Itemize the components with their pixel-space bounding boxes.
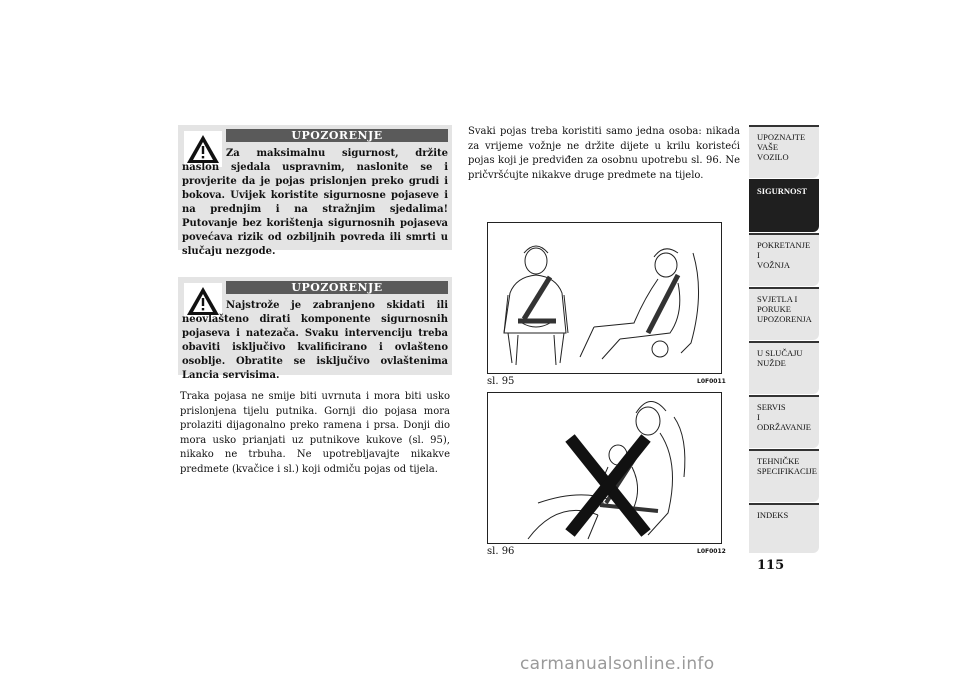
warning-text: Za maksimalnu sigurnost, držite naslon sjedala uspravnim, naslonite se i provjerite da je pojas prislonjen preko grudi i bokova. Uvijek koristite sigurnosne pojaseve i na prednjim i na stražnjim sjedalima! Putovanje bez korištenja sigurnosnih pojaseva povećava rizik od ozbiljnih povreda ili smrti u slučaju nezgode. — [182, 148, 448, 257]
tab-sigurnost[interactable]: SIGURNOST — [749, 179, 819, 232]
tab-svjetla-i-poruke[interactable]: SVJETLA I PORUKE UPOZORENJA — [749, 287, 819, 340]
figure-code: L0F0012 — [697, 548, 726, 555]
tab-servis-i-odrzavanje[interactable]: SERVIS I ODRŽAVANJE — [749, 395, 819, 448]
seatbelt-illustration — [488, 223, 721, 373]
warning-box-2 — [178, 277, 452, 381]
body-paragraph-left: Traka pojasa ne smije biti uvrnuta i mora biti usko prislonjena tijelu putnika. Gornji dio pojasa mora prolaziti dijagonalno preko ramena i prsa. Donji dio mora usko prianjati uz putnikove kukove (sl. 95), nikako ne trbuha. Ne upotrebljavajte nikakve predmete (kvačice i sl.) koji odmiču pojas od tijela. — [180, 391, 450, 475]
tab-pokretanje-i-voznja[interactable]: POKRETANJE I VOŽNJA — [749, 233, 819, 286]
child-on-lap-illustration — [488, 393, 721, 543]
page-number: 115 — [757, 558, 785, 573]
tab-upoznajte-vase-vozilo[interactable]: UPOZNAJTE VAŠE VOZILO — [749, 125, 819, 178]
watermark: carmanualsonline.info — [520, 654, 715, 674]
tab-tehnicke-specifikacije[interactable]: TEHNIČKE SPECIFIKACIJE — [749, 449, 819, 502]
warning-title: UPOZORENJE — [226, 281, 448, 294]
figure-caption: sl. 96 — [487, 546, 515, 557]
figure-seatbelt-correct — [487, 222, 722, 374]
warning-box-1 — [178, 125, 452, 257]
body-paragraph-right: Svaki pojas treba koristiti samo jedna osoba: nikada za vrijeme vožnje ne držite dijete u krilu koristeći pojas koji je predviđen za osobnu upotrebu sl. 96. Ne pričvršćujte nikakve druge predmete na tijelo. — [468, 126, 740, 181]
figure-seatbelt-forbidden — [487, 392, 722, 544]
tab-u-slucaju-nuzde[interactable]: U SLUČAJU NUŽDE — [749, 341, 819, 394]
figure-caption: sl. 95 — [487, 376, 515, 387]
warning-title: UPOZORENJE — [226, 129, 448, 142]
figure-code: L0F0011 — [697, 378, 726, 385]
tab-indeks[interactable]: INDEKS — [749, 503, 819, 553]
warning-text: Najstrože je zabranjeno skidati ili neovlašteno dirati komponente sigurnosnih pojaseva i natezača. Svaku intervenciju treba obaviti isključivo kvalificirano i ovlašteno osoblje. Obratite se isključivo ovlaštenima Lancia servisima. — [182, 300, 448, 381]
